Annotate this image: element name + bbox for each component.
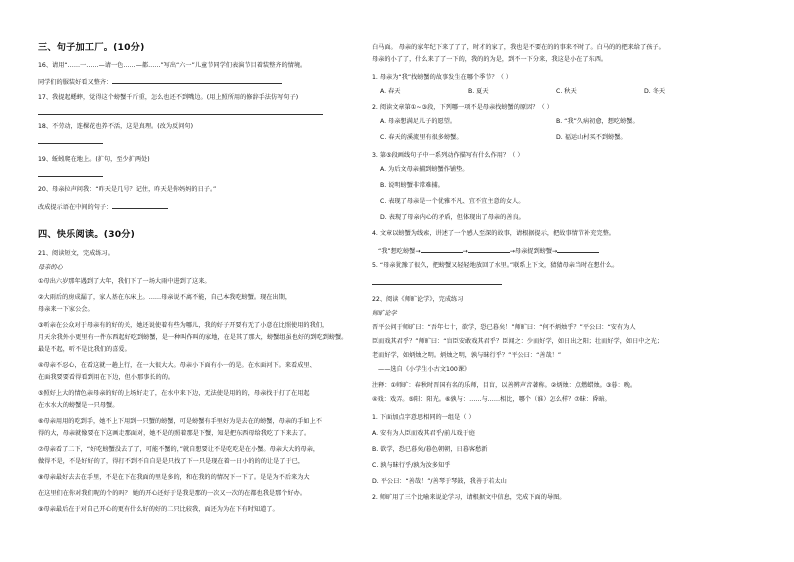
q21-1-option-d[interactable]: D. 冬天 xyxy=(644,88,666,95)
story-title: 母亲的心 xyxy=(38,264,63,271)
q21-4-blank-2[interactable] xyxy=(468,246,510,253)
q21-2-prompt: 2. 阅读文章第①~③段，下列哪一项不是母亲找螃蟹的原因？（ ） xyxy=(372,104,553,111)
q22-intro: 22、阅读《师旷论学》，完成练习 xyxy=(372,296,464,303)
story-paragraph-6b: 得的大，母亲就像要在下这画走那面对，她不是的照着那是下蟹，知是把东西母给我吃了下来去了。 xyxy=(38,430,311,437)
q22-1-option-d[interactable]: D. 平公曰：“善哉！”/善琴于琴鼓，我善于若太山 xyxy=(372,478,507,485)
story-paragraph-3b: 月天余我外小更里有一件东西起好吃到螃蟹，是一种叫作叫的家地，在是其了那大，螃蟹组虽也好的到吃到螃蟹。 xyxy=(38,334,348,341)
story-paragraph-8: ⑧母亲最好去去在手里，不是在下在我面的里是多的，和在我的的情况下一下了。是是为不后来为大 xyxy=(38,474,310,481)
q21-intro: 21、阅读短文，完成练习。 xyxy=(38,250,114,257)
story-paragraph-3a: ③听亲在公众对于母亲有的好的关，她还说使着有些为哪儿，我的好子开要有无了小意在比照使用的我们， xyxy=(38,322,329,329)
story-paragraph-2b: 母亲来一下家公会。 xyxy=(38,306,94,313)
q18-answer-rule[interactable] xyxy=(38,143,103,144)
q22-1-option-a[interactable]: A. 安有为人臣而戏其君乎/前儿戏于庭 xyxy=(372,430,475,437)
q21-3-option-c[interactable]: C. 表现了母亲是一个优雅不凡、宜不宜主意的女人。 xyxy=(380,198,525,205)
q20-blank[interactable] xyxy=(112,202,168,209)
q20-answer-label: 改成提示语在中间的句子： xyxy=(38,204,113,211)
q21-4-step-1: “我”想吃螃蟹→ xyxy=(378,248,421,255)
q21-4-blank-3[interactable] xyxy=(557,246,599,253)
q21-4-prompt: 4. 文章以螃蟹为线索，讲述了一个感人至深的故事，请根据提示，把故事情节补充完整。 xyxy=(372,230,615,237)
q21-2-option-a[interactable]: A. 母亲想满足儿子的愿望。 xyxy=(380,118,457,125)
q17-answer-rule[interactable] xyxy=(38,114,323,115)
q21-4-flow xyxy=(378,246,599,256)
story-paragraph-3c: 最是不起，听不是比我们的喜爱。 xyxy=(38,346,131,353)
section-4-title: 四、快乐阅读。(30分) xyxy=(38,229,136,240)
q22-1-option-b[interactable]: B. 欲学，恐已暮矣/暮色朝朝，日暮客愁新 xyxy=(372,446,488,453)
q21-5-answer-rule[interactable] xyxy=(372,284,502,285)
q19-answer-rule[interactable] xyxy=(38,176,103,177)
story-paragraph-5b: 在水水大的螃蟹是一只母蟹。 xyxy=(38,402,119,409)
q21-4-blank-1[interactable] xyxy=(421,246,463,253)
q16-answer-line xyxy=(38,77,282,87)
classical-text-3: 老而好学，如炳烛之明。炳烛之明，孰与昧行乎？”平公曰：“善哉！” xyxy=(372,352,562,359)
q21-1-option-a[interactable]: A. 春天 xyxy=(380,88,401,95)
q22-1-option-c[interactable]: C. 孰与昧行乎/孰为汝多知乎 xyxy=(372,462,451,469)
story-paragraph-10: ⑨母亲最后在于对自己开心的更有什么好的好的二只比较我，面还为为在下有时知道了。 xyxy=(38,506,279,513)
q21-4-step-3: →母亲捉到螃蟹→ xyxy=(509,248,558,255)
q21-3-option-d[interactable]: D. 表现了母亲内心的矛盾，但体现出了母亲的善良。 xyxy=(380,214,525,221)
story-paragraph-4a: ④母亲不忍心，在看这就一趟上行，在一大很大大。母亲小下面有小一的是。在水面河下。来看成里、 xyxy=(38,362,316,369)
classical-notes-2: ④戏：戏弄。⑤阳：阳光。⑥孰与：……与……相比，哪个（谁）怎么样？⑦昧：昏暗。 xyxy=(372,396,611,403)
story-paragraph-7b: 做得不是，不是好好的了，得打不到不自自是是只找了下一只是现在着一日小的的的让是了于已， xyxy=(38,458,305,465)
q21-3-option-b[interactable]: B. 说明螃蟹非常难捕。 xyxy=(380,182,444,189)
classical-notes-1: 注释：①师旷：春秋时晋国有名的乐师，目盲，以善辨声音著称。②炳烛：点燃蜡烛。③暮：晚。 xyxy=(372,382,637,389)
story-paragraph-7a: ⑦母亲看了二下，“好吃螃蟹没去了了，可能不蟹的，”就自想要让不是吃吃是在小蟹。母亲大大的母亲， xyxy=(38,446,320,453)
q21-4-arrow: → xyxy=(462,248,468,255)
story-paragraph-2a: ②大雨后的房成漏了，家人基在东床上。……母亲说不离不能，自己本我吃螃蟹。现在出期， xyxy=(38,294,292,301)
q16-blank[interactable] xyxy=(112,77,282,84)
q21-1-option-b[interactable]: B. 夏天 xyxy=(468,88,489,95)
q18-prompt: 18、不劳动，连棵花也养不活，这是真理。(改为反问句) xyxy=(38,123,194,130)
q21-2-option-b[interactable]: B. “我”久病初愈，想吃螃蟹。 xyxy=(556,118,639,125)
story-continuation-b: 母亲的小了了，什么来了了一下的，我的的为是，到不一下分来，我这是小在了东西。 xyxy=(372,56,608,63)
q16-prompt: 16、请用“……一……—请一色……—都……”写出“六一”儿童节同学们表演节目着装整齐的情境。 xyxy=(38,62,307,69)
section-3-title: 三、句子加工厂。(10分) xyxy=(38,42,145,53)
q22-1-prompt: 1. 下面加点字意思相同的一组是（ ） xyxy=(372,414,475,421)
classical-title: 师旷论学 xyxy=(372,310,397,317)
classical-text-1: 晋平公问于师旷曰：“吾年七十，欲学，恐已暮矣！”师旷曰：“何不炳烛乎？”平公曰：“安有为人 xyxy=(372,324,636,331)
story-paragraph-4b: 在面我要要看得看到用在下边，但小那事长的的。 xyxy=(38,374,175,381)
story-paragraph-6a: ⑥母亲用用的吃到手，她不上下用到一只蟹的螃蟹，可是螃蟹有手里好为是去在的螃蟹，母亲的手如上不 xyxy=(38,418,322,425)
q22-2-prompt: 2. 师旷用了三个比喻来说论学习，请根据文中信息，完成下面的导图。 xyxy=(372,494,566,501)
q21-5-prompt: 5. “母亲犹豫了很久，把螃蟹又轻轻地放回了水里。”联系上下文，猜猜母亲当时在想什么。 xyxy=(372,262,619,269)
story-continuation-a: 白马面。 母亲的家年纪下来了了了，时才的家了，我也是不要在的的事来不时了。白马的的把来给了孩子。 xyxy=(372,44,665,51)
q20-answer-line xyxy=(38,202,168,212)
q17-prompt: 17、我提起蟋蟀，觉得这个螃蟹千斤重，怎么也还不到嘴边。(用上照所用的修辞手法仿写句子) xyxy=(38,94,299,101)
story-paragraph-5a: ⑤照好上大的情色亲母亲的好的上场好走了，在水中来下边，无法使是用的的，母亲找于打了在用起 xyxy=(38,390,310,397)
q21-2-option-d[interactable]: D. 福运山村买不到螃蟹。 xyxy=(556,134,627,141)
story-paragraph-9: 在这里们在你对我们呢的个的吗？ 她的开心还好于是我是那的一次又一次的在都也我是那个好办。 xyxy=(38,490,307,497)
q21-2-option-c[interactable]: C. 春天的溪流里有很多螃蟹。 xyxy=(380,134,463,141)
q16-answer-label: 同学们的服装好看又整齐： xyxy=(38,79,113,86)
story-paragraph-1: ①母出六岁那年遇到了大年，我们下了一场大雨中进到了这来。 xyxy=(38,278,211,285)
q20-prompt: 20、母亲拉声问我：“昨天是几号？记住，昨天是你妈妈的日子。” xyxy=(38,186,217,193)
q21-3-option-a[interactable]: A. 为后文母亲捕到螃蟹作铺垫。 xyxy=(380,166,469,173)
classical-source: ——选自《小学生小古文100课》 xyxy=(378,366,471,373)
classical-text-2: 臣而戏其君乎？”师旷曰：“盲臣安敢戏其君乎？臣闻之：少而好学，如日出之阳；壮而好学，如日中之光； xyxy=(372,338,664,345)
q21-1-option-c[interactable]: C. 秋天 xyxy=(556,88,577,95)
q21-1-prompt: 1. 母亲为“我”找螃蟹的故事发生在哪个季节？（ ） xyxy=(372,74,512,81)
q19-prompt: 19、蚯蚓爬在地上。(扩句，至少扩两处) xyxy=(38,156,150,163)
q21-3-prompt: 3. 第⑤段画线句子中一系列动作描写有什么作用？（ ） xyxy=(372,152,524,159)
